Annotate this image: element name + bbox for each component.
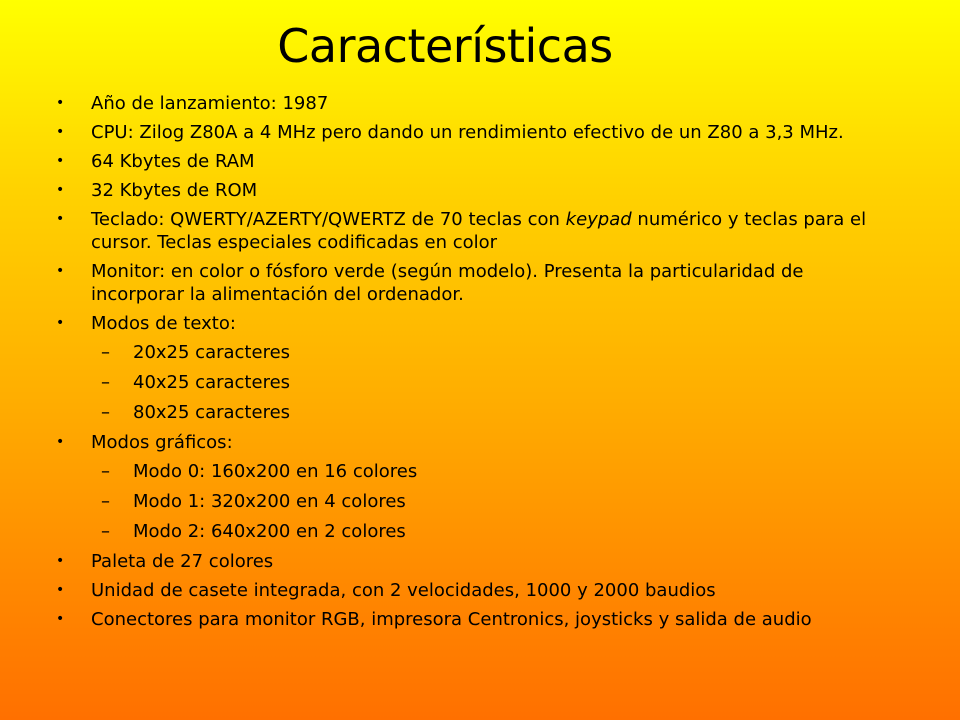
bullet-icon: • <box>56 211 65 227</box>
bullet-item-ram <box>53 150 898 173</box>
bullet-text-part: numérico y teclas para el cursor. Teclas especiales codificadas en color <box>91 209 867 253</box>
bullet-text: CPU: Zilog Z80A a 4 MHz pero dando un rendimiento efectivo de un Z80 a 3,3 MHz. <box>91 122 844 143</box>
bullet-item-rom <box>53 179 898 202</box>
bullet-text: 64 Kbytes de RAM <box>91 151 255 172</box>
bullet-text: Año de lanzamiento: 1987 <box>91 93 329 114</box>
sub-list <box>91 460 898 543</box>
sub-item-text: Modo 2: 640x200 en 2 colores <box>133 521 406 542</box>
bullet-item-text-modes <box>53 312 898 424</box>
bullet-icon: • <box>56 95 65 111</box>
bullet-icon: • <box>56 263 65 279</box>
bullet-text: Modos de texto: <box>91 313 236 334</box>
sub-item-text: Modo 0: 160x200 en 16 colores <box>133 461 418 482</box>
bullet-item-connectors <box>53 608 898 631</box>
bullet-text-part: Teclado: QWERTY/AZERTY/QWERTZ de 70 teclas con <box>91 209 566 230</box>
sub-item-text: 80x25 caracteres <box>133 402 291 423</box>
sub-item-text: 20x25 caracteres <box>133 342 291 363</box>
bullet-item-cassette <box>53 579 898 602</box>
bullet-icon: • <box>56 124 65 140</box>
bullet-icon: • <box>56 611 65 627</box>
bullet-item-launch-year <box>53 92 898 115</box>
sub-item-text: 40x25 caracteres <box>133 372 291 393</box>
sub-list <box>91 341 898 424</box>
bullet-icon: • <box>56 315 65 331</box>
sub-item <box>91 490 898 513</box>
sub-item <box>91 460 898 483</box>
slide-title: Características <box>277 19 613 73</box>
bullet-text: Conectores para monitor RGB, impresora Centronics, joysticks y salida de audio <box>91 609 812 630</box>
bullet-icon: • <box>56 153 65 169</box>
bullet-list <box>53 92 898 631</box>
bullet-item-graphic-modes <box>53 431 898 543</box>
bullet-item-monitor <box>53 260 898 306</box>
dash-icon: – <box>101 402 110 423</box>
bullet-text <box>91 209 866 253</box>
dash-icon: – <box>101 461 110 482</box>
bullet-item-keyboard <box>53 208 898 254</box>
sub-item <box>91 520 898 543</box>
bullet-icon: • <box>56 582 65 598</box>
bullet-text-emphasis: keypad <box>565 209 632 230</box>
bullet-text: 32 Kbytes de ROM <box>91 180 258 201</box>
bullet-item-cpu <box>53 121 898 144</box>
dash-icon: – <box>101 521 110 542</box>
slide-content <box>53 92 898 637</box>
sub-item <box>91 341 898 364</box>
bullet-icon: • <box>56 434 65 450</box>
sub-item <box>91 401 898 424</box>
bullet-icon: • <box>56 553 65 569</box>
bullet-icon: • <box>56 182 65 198</box>
sub-item-text: Modo 1: 320x200 en 4 colores <box>133 491 406 512</box>
bullet-text: Modos gráficos: <box>91 432 233 453</box>
dash-icon: – <box>101 372 110 393</box>
dash-icon: – <box>101 491 110 512</box>
dash-icon: – <box>101 342 110 363</box>
bullet-text: Paleta de 27 colores <box>91 551 274 572</box>
sub-item <box>91 371 898 394</box>
bullet-text: Monitor: en color o fósforo verde (según modelo). Presenta la particularidad de incorporar la alimentación del ordenador. <box>91 261 804 305</box>
bullet-item-palette <box>53 550 898 573</box>
bullet-text: Unidad de casete integrada, con 2 velocidades, 1000 y 2000 baudios <box>91 580 716 601</box>
